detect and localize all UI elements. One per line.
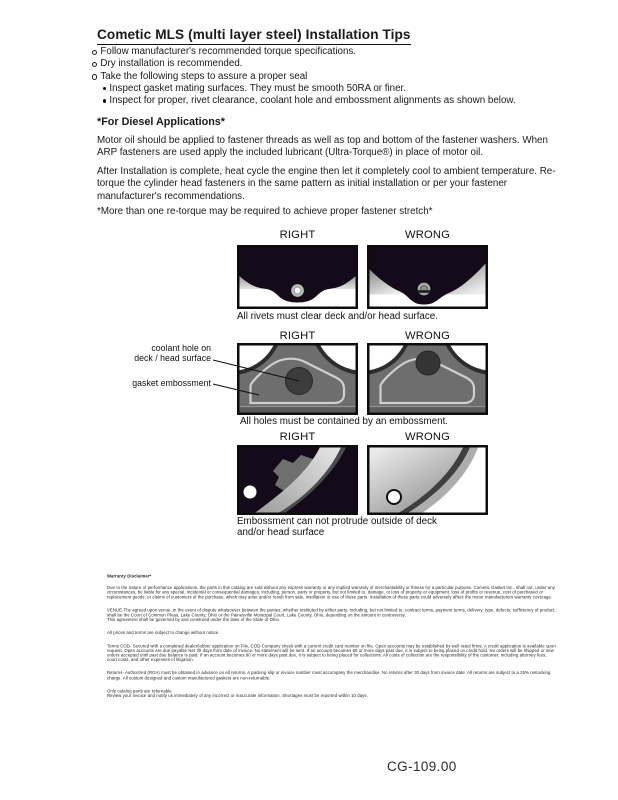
list-item bbox=[92, 46, 592, 58]
rivet-clearance-wrong-illustration bbox=[367, 245, 488, 309]
list-item bbox=[92, 83, 592, 95]
fine-print-paragraph: This agreement shall be governed by and construed under the laws of the State of Ohio. bbox=[107, 617, 281, 623]
tip-text: Inspect gasket mating surfaces. They must be smooth 50RA or finer. bbox=[109, 83, 406, 95]
diesel-paragraph-1: Motor oil should be applied to fastener threads as well as top and bottom of the fastener washers. When ARP fasteners are used apply the included lubricant (Ultra-Torque®) in place of motor oil. bbox=[97, 135, 548, 159]
wrong-header-row1: WRONG bbox=[404, 229, 451, 241]
fine-print-paragraph: Terms COD- Secured with a completed dealer/jobber application on File, COD-Company check with a current credit card number on file. Open accounts may be established by well rated firms. A credit application is available upon request. Open accounts are due payable Net 30 days from date of invoice. No statement will be sent. If an account becomes 60 or more days past due, it is subject to being placed on credit hold. No orders will be shipped or new orders accepted until past due balance is paid. If an account becomes 90 or more days past due, it is subject to being placed for collections. All costs of collection are the responsibility of the customer, including attorney fees, court costs, and other expenses of litigation. bbox=[107, 643, 556, 663]
row3-caption: Embossment can not protrude outside of deck and/or head surface bbox=[237, 516, 437, 539]
rivet-clearance-right-illustration bbox=[237, 245, 358, 309]
diesel-applications-heading: *For Diesel Applications* bbox=[97, 116, 225, 128]
list-item bbox=[92, 95, 592, 107]
open-bullet-icon bbox=[92, 74, 97, 79]
fine-print-paragraph: Review your invoice and notify us immediately of any incorrect or inaccurate information. Shortages must be reported within 10 days. bbox=[107, 693, 368, 699]
fine-print-paragraph: Due to the nature of performance applications, the parts in this catalog are sold without any express warranty or any implied warranty of merchantability or fitness for a particular purpose. Cometic Gasket Inc., shall not, under any circumstances, be liable for any special, incidental or consequential damages, including, person, party or property, but not limited to, damage, or loss of property or equipment, loss of profits or revenue, cost of purchased or replacement goods, or claims of customers of the purchase, which may arise and/or result from sale, instillation or use of these parts. Installation of these parts could adversely affect the motor manufacturers warranty coverage. bbox=[107, 585, 555, 600]
fine-print-paragraph: Returns- Authorized (RGA) must be obtained in advance on all returns. A packing slip or invoice number must accompany the merchandise. No returns after 30 days from invoice date. All returns are subject to a 25% restocking charge. All custom designed and custom manufactured gaskets are non-returnable. bbox=[107, 671, 551, 681]
fine-print-paragraph: VENUE-The agreed upon venue, in the event of dispute whatsoever between the parties, whether instituted by either party, including, but not limited to, contract terms, payment terms, delivery, type, defects, sufficiency of product, shall be the Court of Common Pleas, Lake County, Ohio or the Painesville Municipal Court, Lake County, Ohio, depending on the amount in controversy. bbox=[107, 608, 556, 618]
protrusion-wrong-illustration bbox=[367, 445, 488, 515]
right-header-row2: RIGHT bbox=[279, 330, 316, 342]
leader-lines bbox=[205, 345, 315, 400]
filled-bullet-icon bbox=[103, 87, 106, 90]
installation-tips-list bbox=[92, 46, 592, 108]
row2-caption: All holes must be contained by an embossment. bbox=[240, 416, 449, 427]
open-bullet-icon bbox=[92, 62, 97, 67]
right-header-row3: RIGHT bbox=[279, 431, 316, 443]
tip-text: Follow manufacturer's recommended torque specifications. bbox=[100, 46, 357, 57]
retorque-note: *More than one re-torque may be required to achieve proper fastener stretch* bbox=[97, 206, 433, 217]
wrong-header-row2: WRONG bbox=[404, 330, 451, 342]
tip-text: Dry installation is recommended. bbox=[100, 58, 243, 70]
coolant-hole-label: coolant hole on deck / head surface bbox=[134, 343, 211, 363]
page-title: Cometic MLS (multi layer steel) Installation Tips bbox=[97, 27, 411, 45]
warranty-disclaimer bbox=[107, 574, 557, 778]
hole-embossment-wrong-illustration bbox=[367, 343, 488, 415]
right-header-row1: RIGHT bbox=[279, 229, 316, 241]
wrong-header-row3: WRONG bbox=[404, 431, 451, 443]
open-bullet-icon bbox=[92, 50, 97, 55]
filled-bullet-icon bbox=[103, 99, 106, 102]
protrusion-right-illustration bbox=[237, 445, 358, 515]
tip-text: Take the following steps to assure a proper seal bbox=[100, 70, 308, 82]
page-number: CG-109.00 bbox=[387, 759, 457, 774]
tip-text: Inspect for proper, rivet clearance, coolant hole and embossment alignments as shown below. bbox=[109, 95, 516, 107]
gasket-embossment-label: gasket embossment bbox=[132, 378, 211, 388]
fine-print-paragraph: All prices and terms are subject to change without notice. bbox=[107, 630, 220, 636]
row1-caption: All rivets must clear deck and/or head surface. bbox=[237, 311, 438, 322]
list-item bbox=[92, 71, 592, 83]
list-item bbox=[92, 58, 592, 70]
fine-print-paragraph: Only catalog parts are returnable. bbox=[107, 688, 174, 694]
warranty-heading: Warranty Disclaimer* bbox=[107, 574, 152, 579]
diesel-paragraph-2: After Installation is complete, heat cycle the engine then let it completely cool to ambient temperature. Re-torque the cylinder head fasteners in the same pattern as initial installation or per your fastener manufacturer's recommendations. bbox=[97, 166, 556, 202]
